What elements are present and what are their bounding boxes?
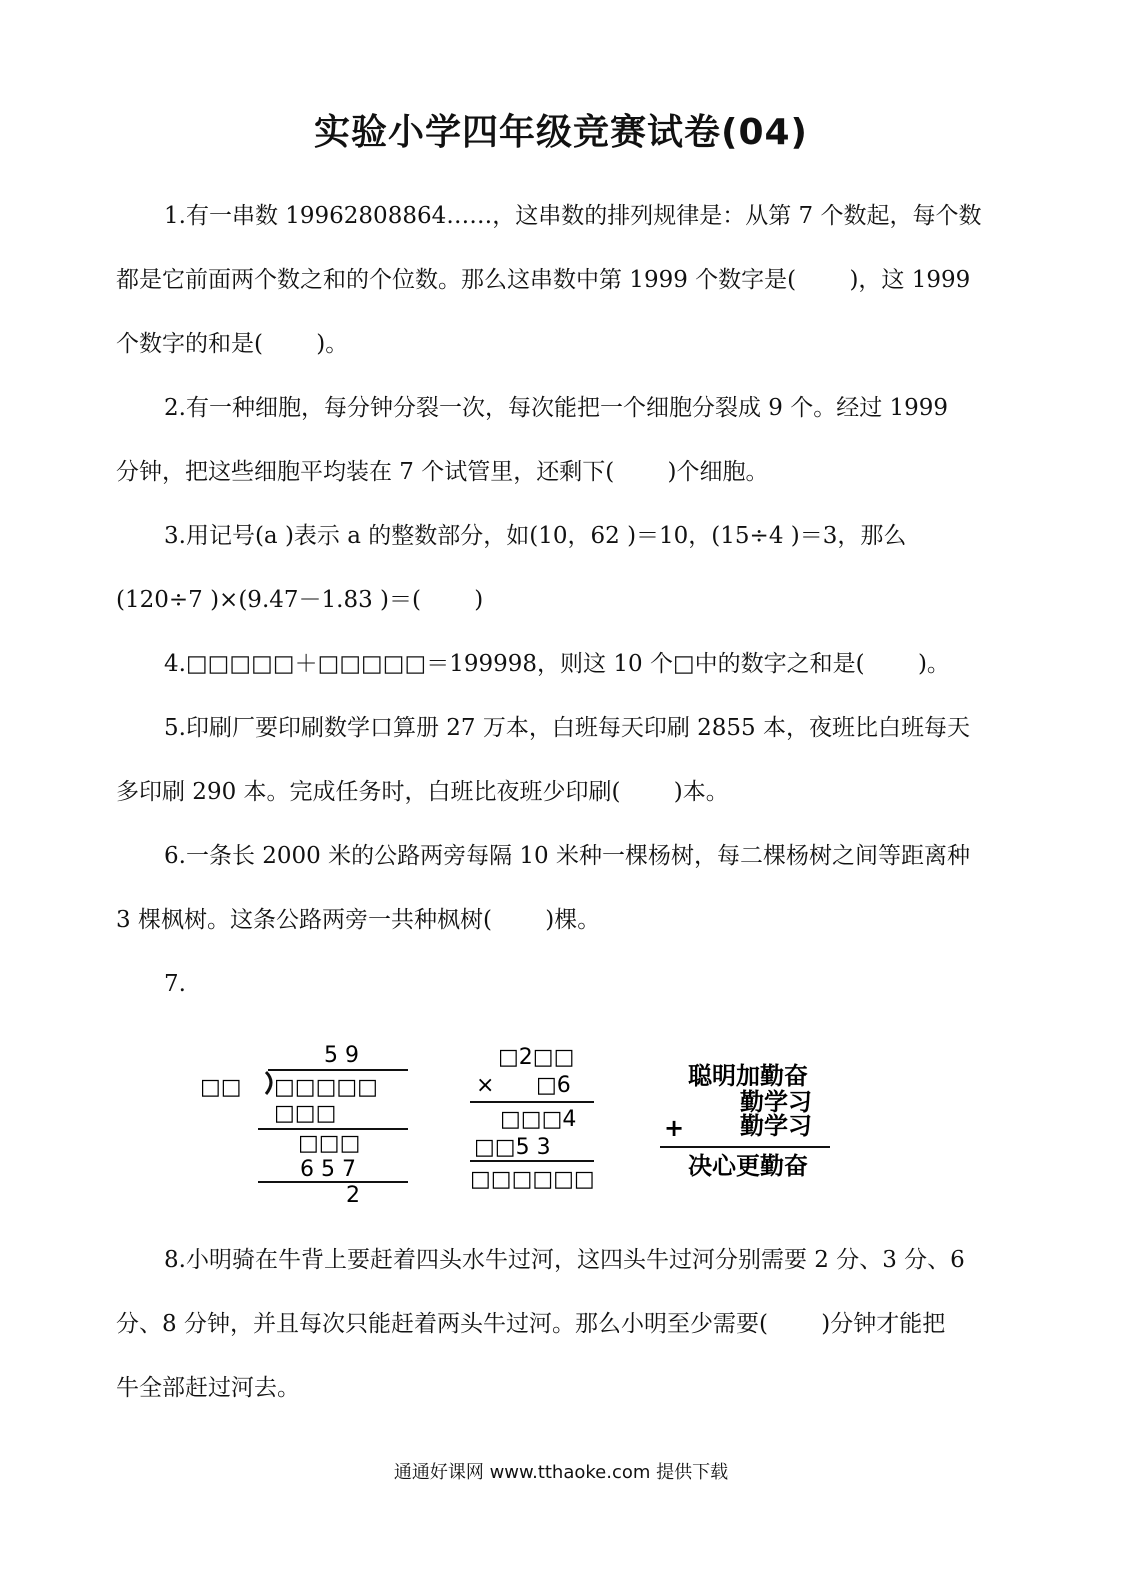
division-step-1: □□□ [274, 1101, 337, 1126]
addition-row-3: 勤学习 [740, 1112, 812, 1140]
question-1 [116, 184, 1006, 376]
question-2-line-2: 分钟，把这些细胞平均装在 7 个试管里，还剩下( )个细胞。 [116, 459, 769, 485]
division-step-3: 6 5 7 [300, 1157, 356, 1182]
question-4-line-1: 4.□□□□□＋□□□□□＝199998，则这 10 个□中的数字之和是( )。 [164, 651, 950, 677]
question-6 [116, 824, 1006, 952]
page-title: 实验小学四年级竞赛试卷(04) [313, 112, 808, 153]
question-1-line-1: 1.有一串数 19962808864……，这串数的排列规律是：从第 7 个数起，每个数 [164, 203, 982, 229]
question-7 [116, 952, 1006, 1016]
multiplication-partial-2: □□5 3 [474, 1135, 551, 1160]
multiplication-product: □□□□□□ [470, 1167, 595, 1192]
division-dividend: □□□□□ [274, 1075, 378, 1100]
multiplication-multiplier: □6 [536, 1073, 571, 1098]
addition-puzzle [658, 1058, 838, 1188]
question-1-line-3: 个数字的和是( )。 [116, 331, 349, 357]
addition-result: 决心更勤奋 [688, 1152, 808, 1180]
multiplication-multiplicand: □2□□ [498, 1045, 575, 1070]
division-remainder: 2 [346, 1183, 360, 1208]
question-3-line-1: 3.用记号(a )表示 a 的整数部分，如(10，62 )＝10，(15÷4 )＝3，那么 [164, 523, 907, 549]
division-quotient: 5 9 [324, 1043, 359, 1068]
addition-row-1: 聪明加勤奋 [688, 1062, 808, 1090]
page-footer: 通通好课网 www.tthaoke.com 提供下载 [393, 1462, 729, 1483]
question-8-line-1: 8.小明骑在牛背上要赶着四头水牛过河，这四头牛过河分别需要 2 分、3 分、6 [164, 1247, 965, 1273]
division-divisor: □□ [200, 1075, 242, 1100]
question-3-line-2: (120÷7 )×(9.47－1.83 )＝( ) [116, 587, 484, 613]
question-8-line-2: 分、8 分钟，并且每次只能赶着两头牛过河。那么小明至少需要( )分钟才能把 [116, 1311, 946, 1337]
multiplication-partial-1: □□□4 [500, 1107, 577, 1132]
question-3 [116, 504, 1006, 632]
question-5-line-1: 5.印刷厂要印刷数学口算册 27 万本，白班每天印刷 2855 本，夜班比白班每天 [164, 715, 970, 741]
division-step-2: □□□ [298, 1131, 361, 1156]
question-8 [116, 1228, 1006, 1420]
question-2 [116, 376, 1006, 504]
multiplication-operator: × [476, 1073, 495, 1098]
question-5 [116, 696, 1006, 824]
question-2-line-1: 2.有一种细胞，每分钟分裂一次，每次能把一个细胞分裂成 9 个。经过 1999 [164, 395, 949, 421]
addition-row-2: 勤学习 [740, 1088, 812, 1116]
question-8-line-3: 牛全部赶过河去。 [116, 1375, 300, 1401]
question-1-line-2: 都是它前面两个数之和的个位数。那么这串数中第 1999 个数字是( )，这 1999 [116, 267, 971, 293]
question-6-line-2: 3 棵枫树。这条公路两旁一共种枫树( )棵。 [116, 907, 601, 933]
addition-operator: + [664, 1114, 685, 1142]
division-puzzle [196, 1036, 416, 1216]
question-7-label: 7. [164, 971, 186, 997]
question-4 [116, 632, 1006, 696]
question-5-line-2: 多印刷 290 本。完成任务时，白班比夜班少印刷( )本。 [116, 779, 729, 805]
multiplication-puzzle [466, 1040, 606, 1200]
question-6-line-1: 6.一条长 2000 米的公路两旁每隔 10 米种一棵杨树，每二棵杨树之间等距离种 [164, 843, 970, 869]
